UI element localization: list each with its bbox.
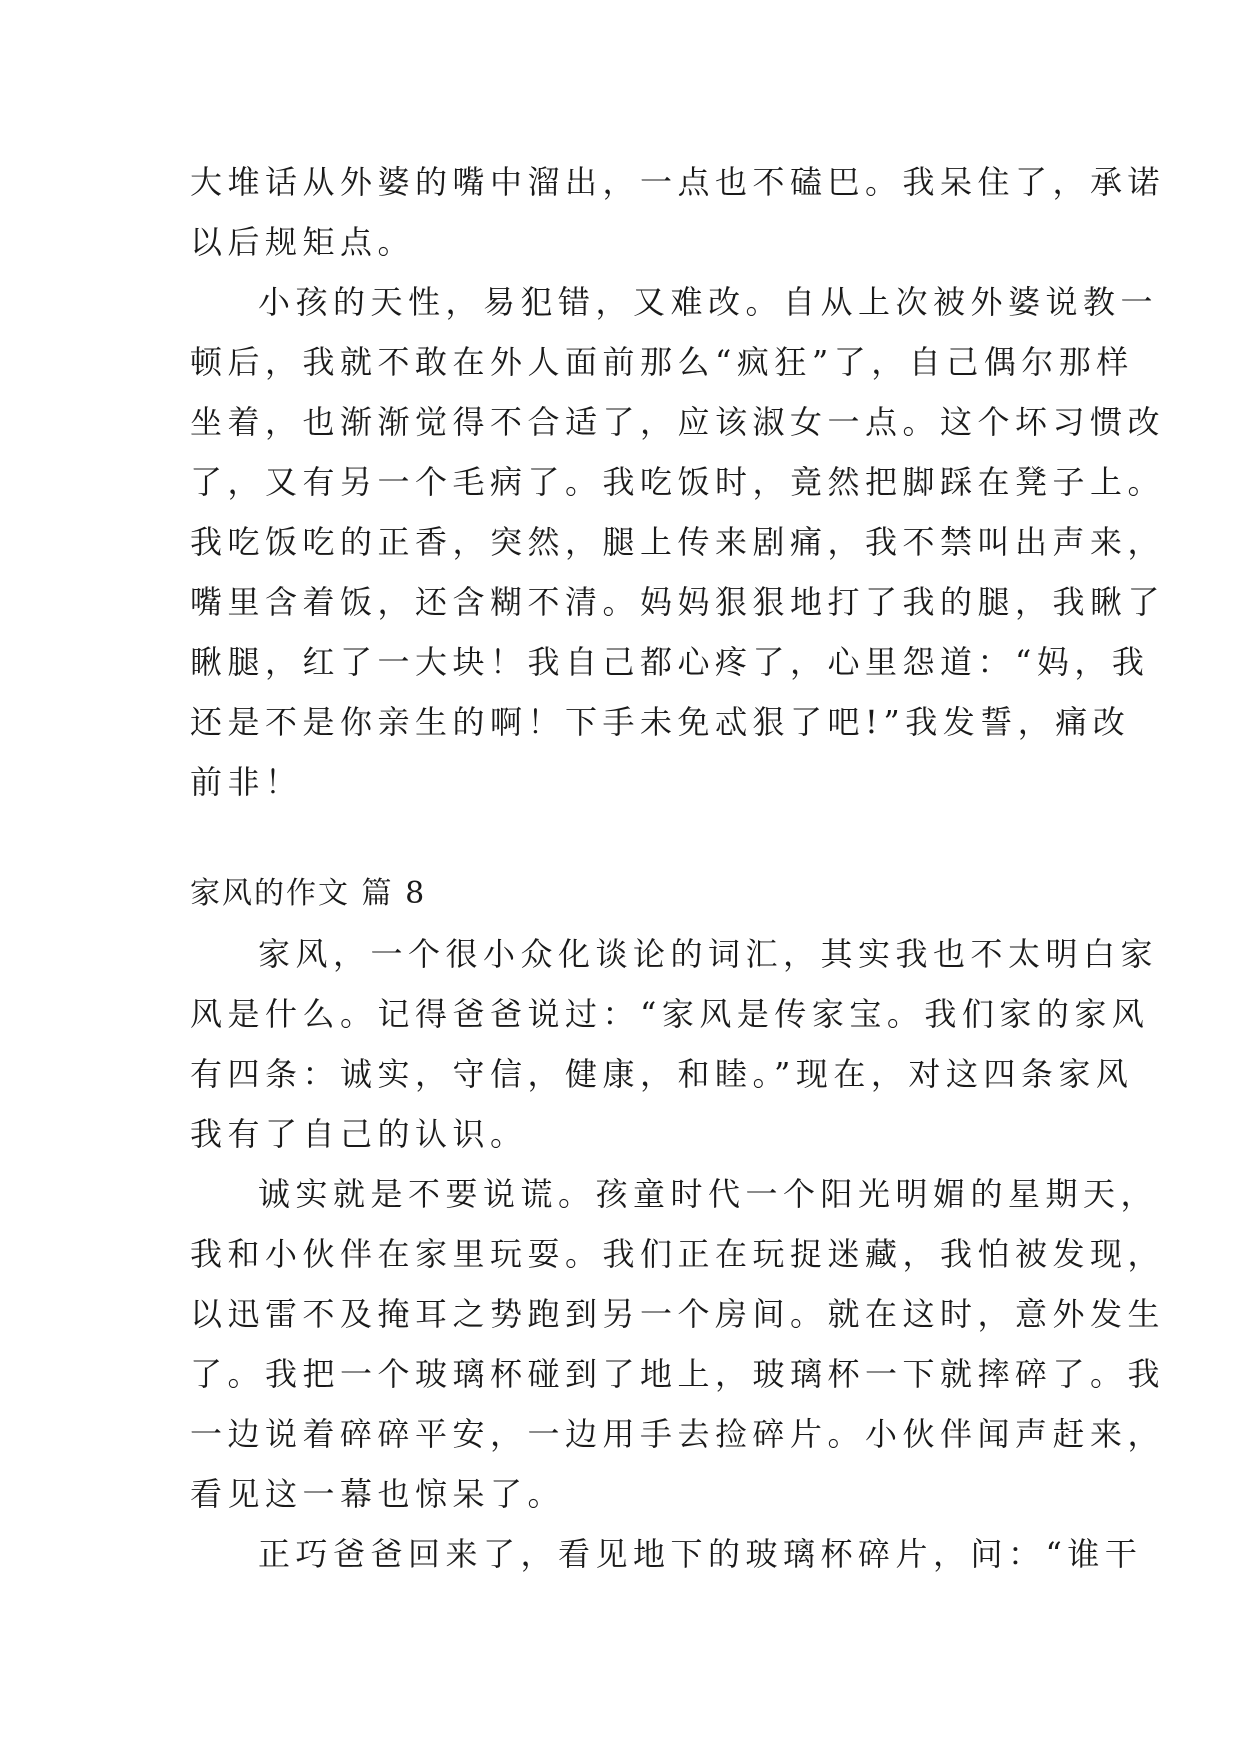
text-line: 瞅腿，红了一大块！我自己都心疼了，心里怨道：“妈，我 [190,643,1150,681]
text-line: 家风，一个很小众化谈论的词汇，其实我也不太明白家 [258,935,1159,973]
text-line: 嘴里含着饭，还含糊不清。妈妈狠狠地打了我的腿，我瞅了 [190,583,1166,621]
text-line: 还是不是你亲生的啊！下手未免忒狠了吧!”我发誓，痛改 [190,703,1131,741]
text-line: 我吃饭吃的正香，突然，腿上传来剧痛，我不禁叫出声来， [190,523,1166,561]
text-line: 顿后，我就不敢在外人面前那么“疯狂”了，自己偶尔那样 [190,343,1134,381]
text-line: 一边说着碎碎平安，一边用手去捡碎片。小伙伴闻声赶来， [190,1415,1166,1453]
text-line: 有四条：诚实，守信，健康，和睦。”现在，对这四条家风 [190,1055,1134,1093]
text-line: 风是什么。记得爸爸说过：“家风是传家宝。我们家的家风 [190,995,1150,1033]
paragraph-4 [190,1164,1166,1524]
paragraph-1 [190,152,1166,272]
text-line: 小孩的天性，易犯错，又难改。自从上次被外婆说教一 [258,283,1159,321]
text-line: 了，又有另一个毛病了。我吃饭时，竟然把脚踩在凳子上。 [190,463,1166,501]
text-line: 看见这一幕也惊呆了。 [190,1475,566,1513]
text-line: 坐着，也渐渐觉得不合适了，应该淑女一点。这个坏习惯改 [190,403,1166,441]
text-line: 了。我把一个玻璃杯碰到了地上，玻璃杯一下就摔碎了。我 [190,1355,1166,1393]
paragraph-5 [190,1524,1143,1584]
text-line: 正巧爸爸回来了，看见地下的玻璃杯碎片，问：“谁干 [258,1535,1143,1573]
paragraph-2 [190,272,1166,812]
text-line: 大堆话从外婆的嘴中溜出，一点也不磕巴。我呆住了，承诺 [190,163,1166,201]
text-line: 前非！ [190,763,303,801]
document-page [190,152,1166,1584]
text-line: 诚实就是不要说谎。孩童时代一个阳光明媚的星期天， [258,1175,1159,1213]
paragraph-3 [190,924,1159,1164]
section-title: 家风的作文 篇 8 [190,876,427,911]
text-line: 以后规矩点。 [190,223,416,261]
text-line: 以迅雷不及掩耳之势跑到另一个房间。就在这时，意外发生 [190,1295,1166,1333]
text-line: 我和小伙伴在家里玩耍。我们正在玩捉迷藏，我怕被发现， [190,1235,1166,1273]
text-line: 我有了自己的认识。 [190,1115,528,1153]
